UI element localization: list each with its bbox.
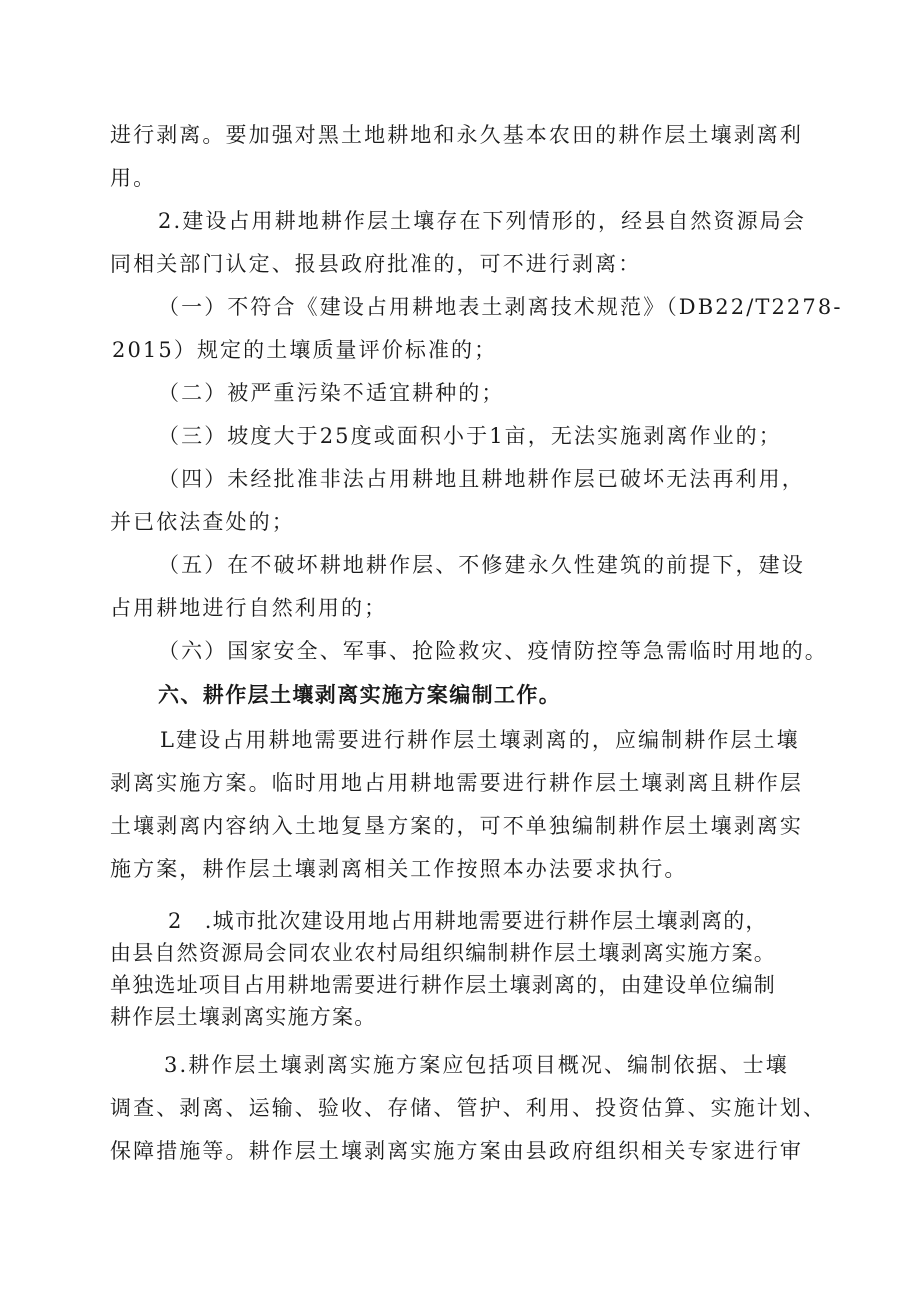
- body-line-1: 进行剥离。要加强对黑土地耕地和永久基本农田的耕作层土壤剥离利: [110, 123, 803, 147]
- case-6-line: （六）国家安全、军事、抢险救灾、疫情防控等急需临时用地的。: [158, 639, 828, 663]
- section-6-heading: 六、耕作层土壤剥离实施方案编制工作。: [158, 683, 562, 707]
- case-3-line: （三）坡度大于25度或面积小于1亩，无法实施剥离作业的；: [158, 424, 782, 448]
- body-line-2: 用。: [110, 166, 157, 190]
- section-6-item-1-line-2: 剥离实施方案。临时用地占用耕地需要进行耕作层土壤剥离且耕作层: [110, 771, 803, 795]
- case-1-line-1: （一）不符合《建设占用耕地表土剥离技术规范》（DB22/T2278-: [158, 295, 843, 319]
- section-6-item-1-line-4: 施方案，耕作层土壤剥离相关工作按照本办法要求执行。: [110, 857, 688, 881]
- item-2-line-2: 同相关部门认定、报县政府批准的，可不进行剥离：: [110, 252, 642, 276]
- section-6-item-3-line-3: 保障措施等。耕作层土壤剥离实施方案由县政府组织相关专家进行审: [110, 1139, 803, 1163]
- case-4-line-2: 并已依法查处的；: [110, 510, 295, 534]
- section-6-item-2-line-3: 单独选址项目占用耕地需要进行耕作层土壤剥离的，由建设单位编制: [110, 973, 776, 997]
- section-6-item-1-line-3: 土壤剥离内容纳入土地复垦方案的，可不单独编制耕作层土壤剥离实: [110, 814, 803, 838]
- case-5-line-2: 占用耕地进行自然利用的；: [110, 596, 388, 620]
- item-2-line-1: 2.建设占用耕地耕作层土壤存在下列情形的，经县自然资源局会: [158, 209, 806, 233]
- case-2-line: （二）被严重污染不适宜耕种的；: [158, 381, 505, 405]
- section-6-item-2-line-4: 耕作层土壤剥离实施方案。: [110, 1005, 377, 1029]
- section-6-item-2-line-1: 2 .城市批次建设用地占用耕地需要进行耕作层土壤剥离的，: [168, 909, 768, 933]
- case-1-line-2: 2015）规定的土壤质量评价标准的；: [112, 338, 498, 362]
- section-6-item-3-line-2: 调查、剥离、运输、验收、存储、管护、利用、投资估算、实施计划、: [110, 1096, 827, 1120]
- section-6-item-2-line-2: 由县自然资源局会同农业农村局组织编制耕作层土壤剥离实施方案。: [110, 941, 776, 965]
- section-6-item-3-line-1: 3.耕作层土壤剥离实施方案应包括项目概况、编制依据、士壤: [164, 1053, 789, 1077]
- case-4-line-1: （四）未经批准非法占用耕地且耕地耕作层已破坏无法再利用，: [158, 467, 805, 491]
- section-6-item-1-line-1: L建设占用耕地需要进行耕作层土壤剥离的，应编制耕作层土壤: [160, 728, 800, 752]
- case-5-line-1: （五）在不破坏耕地耕作层、不修建永久性建筑的前提下，建设: [158, 553, 805, 577]
